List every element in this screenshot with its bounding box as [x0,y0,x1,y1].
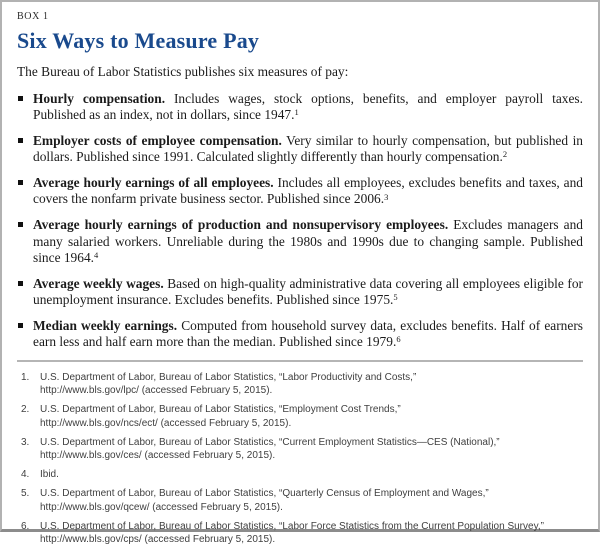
footnote-ref: 3 [384,191,389,202]
footnote-divider [17,360,583,362]
footnote-citation: Ibid. [40,469,59,481]
list-item-median-weekly-earnings [17,318,583,350]
footnote-3 [17,436,583,462]
footnote-6 [17,520,583,546]
footnotes-section [17,371,583,546]
square-bullet-icon [18,281,23,286]
footnote-number: 3. [21,436,30,448]
footnote-url: http://www.bls.gov/ncs/ect/ (accessed February 5, 2015). [40,417,292,429]
footnote-citation: U.S. Department of Labor, Bureau of Labor Statistics, “Labor Force Statistics from the Current Population Survey,” [40,520,544,532]
footnote-ref: 4 [94,249,99,260]
footnote-citation: U.S. Department of Labor, Bureau of Labor Statistics, “Current Employment Statistics—CES (National),” [40,436,500,448]
footnote-number: 4. [21,469,30,481]
list-item-hourly-compensation [17,91,583,123]
footnote-citation: U.S. Department of Labor, Bureau of Labor Statistics, “Quarterly Census of Employment and Wages,” [40,488,489,500]
footnote-number: 5. [21,488,30,500]
measure-description: Excludes managers and many salaried workers. Unreliable during the 1980s and 1990s due to changing sample. Published since 1964. [33,217,583,265]
footnote-ref: 1 [294,107,299,118]
footnote-url: http://www.bls.gov/ces/ (accessed February 5, 2015). [40,449,276,461]
list-item-avg-hourly-all [17,175,583,207]
square-bullet-icon [18,138,23,143]
footnote-5 [17,487,583,513]
footnote-2 [17,403,583,429]
measure-description: Based on high-quality administrative data covering all employees eligible for unemployment insurance. Excludes benefits. Published since 1975. [33,275,583,307]
measure-term: Median weekly earnings. [33,317,178,333]
footnote-url: http://www.bls.gov/lpc/ (accessed February 5, 2015). [40,385,273,397]
footnote-ref: 2 [502,149,508,160]
footnote-citation: U.S. Department of Labor, Bureau of Labor Statistics, “Employment Cost Trends,” [40,404,401,416]
measure-description: Includes all employees, excludes benefits and taxes, and covers the nonfarm private business sector. Published since 2006. [33,175,583,207]
square-bullet-icon [18,222,23,227]
list-item-avg-hourly-production [17,217,583,265]
square-bullet-icon [18,323,23,328]
footnote-number: 1. [21,372,30,384]
square-bullet-icon [18,96,23,101]
list-item-employer-costs [17,133,583,165]
square-bullet-icon [18,180,23,185]
measure-term: Employer costs of employee compensation. [33,133,282,149]
measure-term: Average weekly wages. [33,275,164,291]
measure-description: Includes wages, stock options, benefits, and employer payroll taxes. Published as an index, not in dollars, since 1947. [33,91,583,123]
footnote-url: http://www.bls.gov/cps/ (accessed February 5, 2015). [40,533,276,545]
footnote-url: http://www.bls.gov/qcew/ (accessed February 5, 2015). [40,501,283,513]
footnote-citation: U.S. Department of Labor, Bureau of Labor Statistics, “Labor Productivity and Costs,” [40,372,417,384]
footnote-ref: 5 [393,291,398,302]
measure-term: Average hourly earnings of production and nonsupervisory employees. [33,217,449,233]
measure-term: Average hourly earnings of all employees. [33,175,274,191]
measure-term: Hourly compensation. [33,91,166,106]
footnote-1 [17,371,583,397]
footnote-number: 6. [21,520,30,532]
measure-list [17,91,583,350]
measure-description: Very similar to hourly compensation, but published in dollars. Published since 1991. Calculated slightly differently than hourly compensation. [33,133,584,165]
footnote-4 [17,468,583,481]
box-label: BOX 1 [17,11,49,22]
list-item-avg-weekly-wages [17,276,583,308]
page-title: Six Ways to Measure Pay [17,28,260,53]
footnote-ref: 6 [396,334,401,345]
measure-description: Computed from household survey data, excludes benefits. Half of earners earn less and half earn more than the median. Published since 1979. [33,317,583,349]
footnote-number: 2. [21,404,30,416]
intro-text: The Bureau of Labor Statistics publishes six measures of pay: [17,64,349,79]
